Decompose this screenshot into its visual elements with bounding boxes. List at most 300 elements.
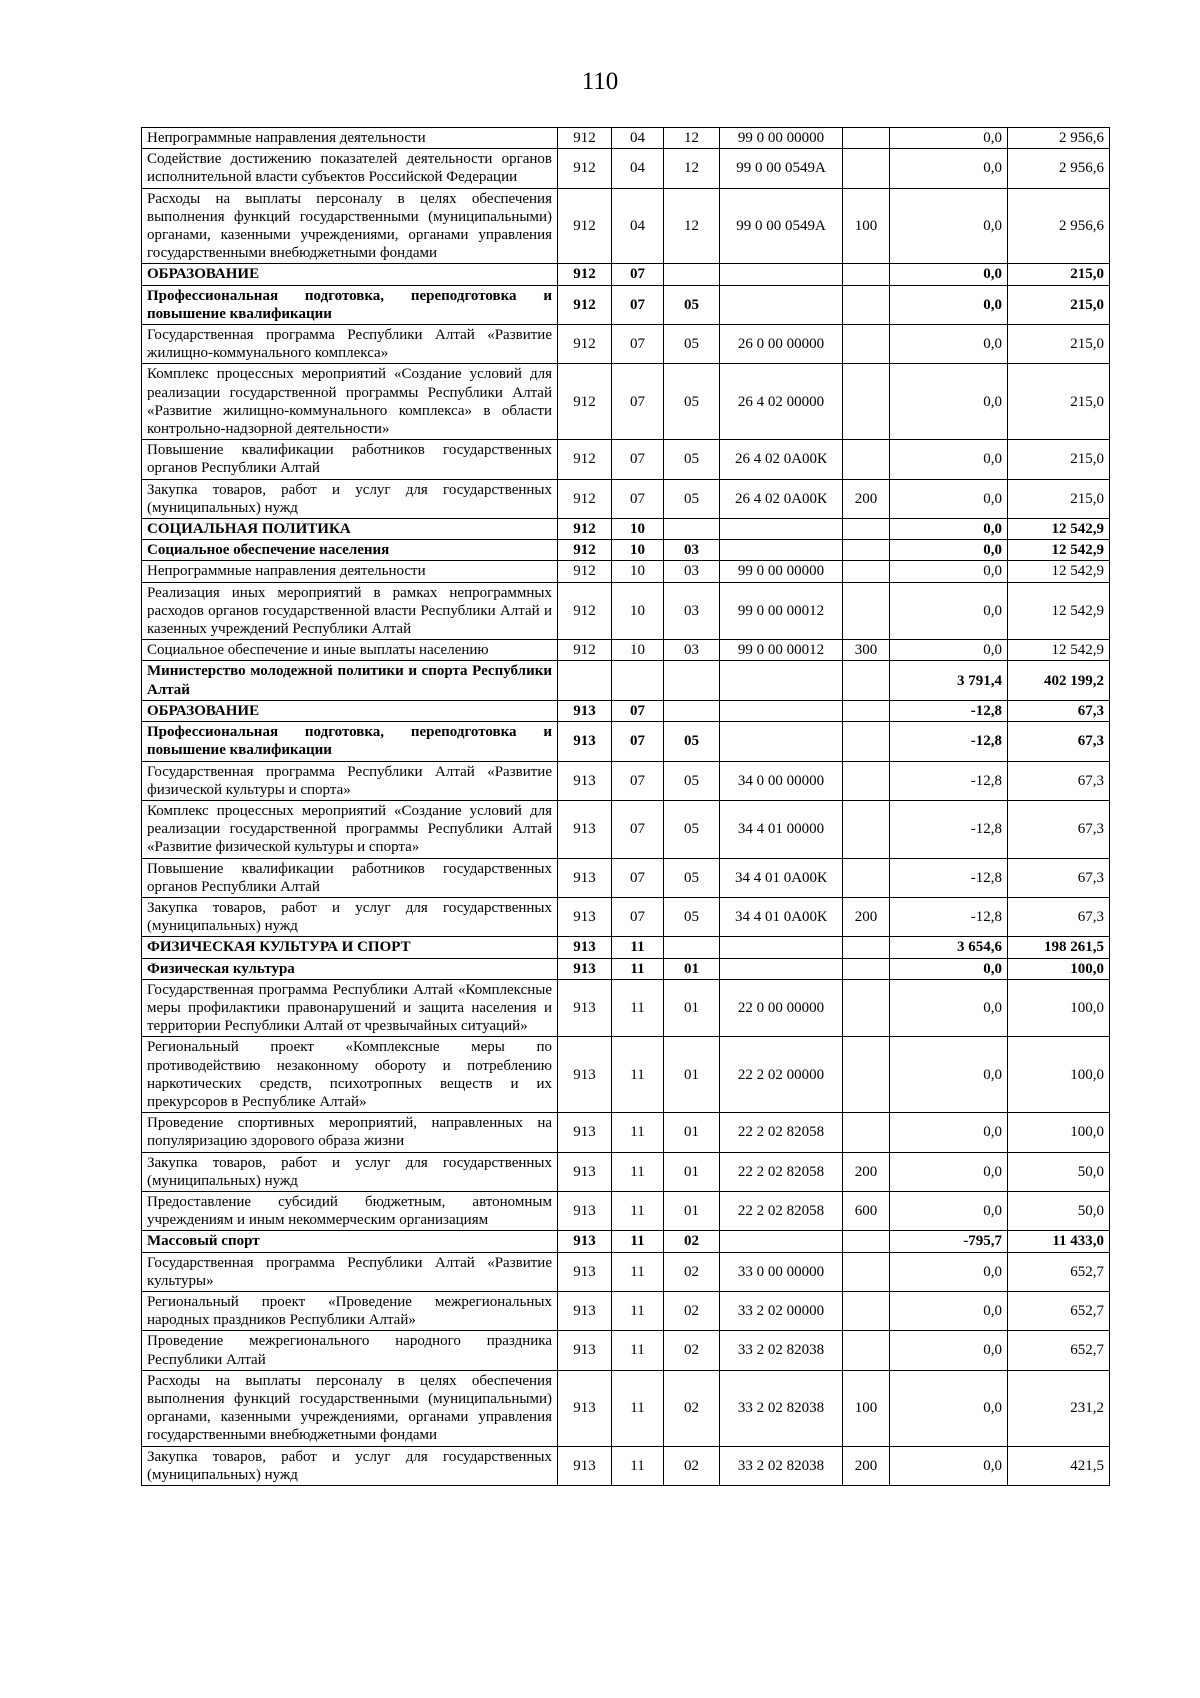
cell-rz: 07 [612, 364, 664, 440]
cell-csr: 26 4 02 0А00К [720, 440, 843, 479]
cell-rz: 07 [612, 325, 664, 364]
table-row [142, 325, 1110, 364]
cell-change: 0,0 [890, 364, 1008, 440]
cell-vr [843, 325, 890, 364]
cell-rz: 11 [612, 1113, 664, 1152]
table-row [142, 519, 1110, 540]
cell-csr: 34 0 00 00000 [720, 761, 843, 800]
cell-csr: 22 2 02 82058 [720, 1113, 843, 1152]
cell-change: -12,8 [890, 800, 1008, 858]
cell-total: 421,5 [1008, 1446, 1110, 1485]
cell-name: СОЦИАЛЬНАЯ ПОЛИТИКА [142, 519, 558, 540]
cell-vr: 600 [843, 1191, 890, 1230]
cell-change: 0,0 [890, 188, 1008, 264]
cell-rz: 11 [612, 979, 664, 1037]
cell-rz: 07 [612, 858, 664, 897]
cell-vr [843, 958, 890, 979]
cell-change: 0,0 [890, 1152, 1008, 1191]
table-body [142, 128, 1110, 1486]
cell-change: 0,0 [890, 1191, 1008, 1230]
cell-change: 0,0 [890, 582, 1008, 640]
table-row [142, 1191, 1110, 1230]
cell-change: 0,0 [890, 1113, 1008, 1152]
table-row [142, 1252, 1110, 1291]
cell-gr: 912 [558, 540, 612, 561]
cell-total: 50,0 [1008, 1191, 1110, 1230]
cell-gr: 912 [558, 640, 612, 661]
cell-gr: 912 [558, 479, 612, 518]
cell-total: 652,7 [1008, 1291, 1110, 1330]
table-row [142, 800, 1110, 858]
cell-name: Государственная программа Республики Алтай «Развитие физической культуры и спорта» [142, 761, 558, 800]
cell-total: 67,3 [1008, 761, 1110, 800]
cell-vr [843, 582, 890, 640]
cell-rz: 07 [612, 761, 664, 800]
cell-total: 100,0 [1008, 958, 1110, 979]
table-row [142, 1152, 1110, 1191]
cell-name: Закупка товаров, работ и услуг для государственных (муниципальных) нужд [142, 479, 558, 518]
cell-total: 100,0 [1008, 1037, 1110, 1113]
cell-total: 11 433,0 [1008, 1231, 1110, 1252]
cell-gr: 913 [558, 958, 612, 979]
cell-csr: 22 2 02 82058 [720, 1152, 843, 1191]
cell-pr [664, 661, 720, 700]
cell-vr [843, 979, 890, 1037]
cell-pr: 02 [664, 1291, 720, 1330]
cell-csr [720, 661, 843, 700]
cell-rz: 11 [612, 1191, 664, 1230]
cell-rz: 10 [612, 640, 664, 661]
cell-total: 12 542,9 [1008, 640, 1110, 661]
cell-rz: 10 [612, 519, 664, 540]
cell-total: 100,0 [1008, 979, 1110, 1037]
cell-rz: 07 [612, 479, 664, 518]
cell-pr: 05 [664, 364, 720, 440]
cell-gr: 913 [558, 1291, 612, 1330]
cell-pr: 05 [664, 897, 720, 936]
cell-gr: 912 [558, 149, 612, 188]
cell-name: Комплекс процессных мероприятий «Создание условий для реализации государственной программы Республики Алтай «Развитие жилищно-коммунального комплекса» в области контрольно-надзорной деятельности» [142, 364, 558, 440]
cell-pr: 03 [664, 640, 720, 661]
cell-name: Реализация иных мероприятий в рамках непрограммных расходов органов государственной власти Республики Алтай и казенных учреждений Республики Алтай [142, 582, 558, 640]
cell-vr [843, 1331, 890, 1370]
cell-change: 0,0 [890, 149, 1008, 188]
page-number: 110 [581, 68, 619, 95]
cell-csr [720, 700, 843, 721]
cell-total: 215,0 [1008, 479, 1110, 518]
table-row [142, 1291, 1110, 1330]
cell-total: 652,7 [1008, 1252, 1110, 1291]
cell-vr: 200 [843, 897, 890, 936]
cell-total: 215,0 [1008, 285, 1110, 324]
cell-csr [720, 722, 843, 761]
table-row [142, 1446, 1110, 1485]
cell-pr: 05 [664, 479, 720, 518]
cell-rz: 04 [612, 128, 664, 149]
table-row [142, 761, 1110, 800]
table-row [142, 1113, 1110, 1152]
cell-gr: 913 [558, 858, 612, 897]
cell-rz: 11 [612, 1370, 664, 1446]
cell-name: Расходы на выплаты персоналу в целях обеспечения выполнения функций государственными (муниципальными) органами, казенными учреждениями, органами управления государственными внебюджетными фондами [142, 1370, 558, 1446]
cell-change: 0,0 [890, 128, 1008, 149]
cell-change: 0,0 [890, 519, 1008, 540]
table-row [142, 979, 1110, 1037]
cell-total: 12 542,9 [1008, 540, 1110, 561]
cell-name: Социальное обеспечение и иные выплаты населению [142, 640, 558, 661]
cell-name: Региональный проект «Комплексные меры по противодействию незаконному обороту и потреблению наркотических средств, психотропных веществ и их прекурсоров в Республике Алтай» [142, 1037, 558, 1113]
cell-pr: 05 [664, 285, 720, 324]
cell-rz: 11 [612, 1037, 664, 1113]
cell-rz: 10 [612, 561, 664, 582]
table-row [142, 285, 1110, 324]
cell-name: Непрограммные направления деятельности [142, 128, 558, 149]
cell-csr: 22 0 00 00000 [720, 979, 843, 1037]
cell-total: 67,3 [1008, 897, 1110, 936]
cell-rz: 04 [612, 188, 664, 264]
cell-pr: 02 [664, 1252, 720, 1291]
cell-vr [843, 561, 890, 582]
cell-csr: 33 2 02 00000 [720, 1291, 843, 1330]
cell-csr: 99 0 00 0549А [720, 188, 843, 264]
cell-name: Государственная программа Республики Алтай «Развитие культуры» [142, 1252, 558, 1291]
cell-gr: 913 [558, 897, 612, 936]
cell-gr: 913 [558, 1191, 612, 1230]
cell-pr: 02 [664, 1231, 720, 1252]
cell-vr [843, 700, 890, 721]
cell-change: -795,7 [890, 1231, 1008, 1252]
cell-vr [843, 1291, 890, 1330]
cell-vr [843, 540, 890, 561]
cell-pr: 01 [664, 1113, 720, 1152]
cell-change: -12,8 [890, 761, 1008, 800]
cell-csr: 33 0 00 00000 [720, 1252, 843, 1291]
cell-csr: 99 0 00 00012 [720, 640, 843, 661]
cell-csr [720, 937, 843, 958]
cell-vr [843, 858, 890, 897]
cell-change: 0,0 [890, 1252, 1008, 1291]
table-row [142, 858, 1110, 897]
cell-name: Предоставление субсидий бюджетным, автономным учреждениям и иным некоммерческим организациям [142, 1191, 558, 1230]
cell-name: Государственная программа Республики Алтай «Развитие жилищно-коммунального комплекса» [142, 325, 558, 364]
table-row [142, 1037, 1110, 1113]
cell-pr: 01 [664, 1152, 720, 1191]
cell-vr [843, 937, 890, 958]
cell-rz: 07 [612, 285, 664, 324]
cell-change: 3 654,6 [890, 937, 1008, 958]
cell-pr: 05 [664, 858, 720, 897]
table-row [142, 149, 1110, 188]
table-row [142, 700, 1110, 721]
cell-csr: 26 0 00 00000 [720, 325, 843, 364]
cell-change: 0,0 [890, 285, 1008, 324]
table-row [142, 364, 1110, 440]
cell-vr [843, 1113, 890, 1152]
table-row [142, 1331, 1110, 1370]
cell-csr [720, 519, 843, 540]
cell-rz: 11 [612, 1446, 664, 1485]
cell-rz: 10 [612, 582, 664, 640]
table-row [142, 661, 1110, 700]
cell-change: -12,8 [890, 897, 1008, 936]
cell-csr: 99 0 00 0549А [720, 149, 843, 188]
cell-change: 0,0 [890, 440, 1008, 479]
cell-pr: 05 [664, 325, 720, 364]
cell-pr: 12 [664, 128, 720, 149]
cell-pr: 01 [664, 958, 720, 979]
cell-vr [843, 364, 890, 440]
cell-vr [843, 149, 890, 188]
cell-rz: 04 [612, 149, 664, 188]
cell-change: 0,0 [890, 264, 1008, 285]
cell-vr [843, 1231, 890, 1252]
cell-csr: 99 0 00 00000 [720, 561, 843, 582]
cell-pr [664, 700, 720, 721]
cell-csr: 34 4 01 00000 [720, 800, 843, 858]
cell-gr: 912 [558, 264, 612, 285]
cell-vr: 200 [843, 1446, 890, 1485]
cell-gr: 913 [558, 937, 612, 958]
cell-total: 198 261,5 [1008, 937, 1110, 958]
cell-name: Физическая культура [142, 958, 558, 979]
cell-total: 12 542,9 [1008, 561, 1110, 582]
cell-change: 0,0 [890, 979, 1008, 1037]
cell-change: 0,0 [890, 561, 1008, 582]
cell-csr: 34 4 01 0А00К [720, 897, 843, 936]
cell-gr: 913 [558, 1152, 612, 1191]
cell-pr: 12 [664, 149, 720, 188]
cell-csr: 33 2 02 82038 [720, 1446, 843, 1485]
cell-pr: 12 [664, 188, 720, 264]
cell-change: 3 791,4 [890, 661, 1008, 700]
cell-pr: 05 [664, 722, 720, 761]
cell-gr: 912 [558, 325, 612, 364]
cell-gr: 912 [558, 440, 612, 479]
cell-rz: 07 [612, 700, 664, 721]
cell-name: Закупка товаров, работ и услуг для государственных (муниципальных) нужд [142, 897, 558, 936]
cell-gr: 913 [558, 761, 612, 800]
cell-name: Министерство молодежной политики и спорта Республики Алтай [142, 661, 558, 700]
cell-total: 100,0 [1008, 1113, 1110, 1152]
cell-vr: 200 [843, 1152, 890, 1191]
cell-name: Закупка товаров, работ и услуг для государственных (муниципальных) нужд [142, 1446, 558, 1485]
cell-gr: 913 [558, 979, 612, 1037]
cell-gr: 912 [558, 285, 612, 324]
cell-total: 2 956,6 [1008, 128, 1110, 149]
cell-vr [843, 264, 890, 285]
cell-total: 231,2 [1008, 1370, 1110, 1446]
cell-csr [720, 264, 843, 285]
cell-name: Закупка товаров, работ и услуг для государственных (муниципальных) нужд [142, 1152, 558, 1191]
cell-total: 215,0 [1008, 440, 1110, 479]
cell-gr: 913 [558, 1037, 612, 1113]
cell-pr [664, 264, 720, 285]
cell-pr: 02 [664, 1331, 720, 1370]
cell-name: Содействие достижению показателей деятельности органов исполнительной власти субъектов Российской Федерации [142, 149, 558, 188]
cell-change: 0,0 [890, 1446, 1008, 1485]
cell-rz: 07 [612, 800, 664, 858]
cell-vr [843, 661, 890, 700]
cell-name: ФИЗИЧЕСКАЯ КУЛЬТУРА И СПОРТ [142, 937, 558, 958]
table-row [142, 264, 1110, 285]
cell-total: 67,3 [1008, 858, 1110, 897]
cell-change: 0,0 [890, 1291, 1008, 1330]
cell-gr: 913 [558, 1252, 612, 1291]
cell-name: Региональный проект «Проведение межрегиональных народных праздников Республики Алтай» [142, 1291, 558, 1330]
cell-csr: 26 4 02 0А00К [720, 479, 843, 518]
cell-name: Социальное обеспечение населения [142, 540, 558, 561]
cell-total: 12 542,9 [1008, 519, 1110, 540]
cell-gr: 913 [558, 722, 612, 761]
cell-gr: 913 [558, 700, 612, 721]
cell-rz: 11 [612, 1331, 664, 1370]
cell-name: ОБРАЗОВАНИЕ [142, 700, 558, 721]
cell-gr: 912 [558, 188, 612, 264]
cell-vr: 200 [843, 479, 890, 518]
cell-vr [843, 722, 890, 761]
cell-name: Комплекс процессных мероприятий «Создание условий для реализации государственной программы Республики Алтай «Развитие физической культуры и спорта» [142, 800, 558, 858]
cell-pr: 01 [664, 979, 720, 1037]
cell-vr: 100 [843, 1370, 890, 1446]
table-row [142, 561, 1110, 582]
table-row [142, 188, 1110, 264]
cell-total: 2 956,6 [1008, 149, 1110, 188]
cell-vr [843, 128, 890, 149]
cell-name: Проведение межрегионального народного праздника Республики Алтай [142, 1331, 558, 1370]
table-row [142, 1370, 1110, 1446]
table-row [142, 1231, 1110, 1252]
cell-change: -12,8 [890, 722, 1008, 761]
table-row [142, 722, 1110, 761]
table-row [142, 128, 1110, 149]
cell-rz: 11 [612, 1152, 664, 1191]
table-row [142, 958, 1110, 979]
cell-rz: 07 [612, 440, 664, 479]
cell-csr: 99 0 00 00000 [720, 128, 843, 149]
cell-csr: 33 2 02 82038 [720, 1331, 843, 1370]
cell-csr: 34 4 01 0А00К [720, 858, 843, 897]
cell-change: 0,0 [890, 640, 1008, 661]
cell-csr: 22 2 02 00000 [720, 1037, 843, 1113]
cell-total: 67,3 [1008, 700, 1110, 721]
cell-name: Непрограммные направления деятельности [142, 561, 558, 582]
cell-pr: 02 [664, 1446, 720, 1485]
cell-rz: 07 [612, 722, 664, 761]
table-row [142, 937, 1110, 958]
cell-csr [720, 1231, 843, 1252]
cell-name: Расходы на выплаты персоналу в целях обеспечения выполнения функций государственными (муниципальными) органами, казенными учреждениями, органами управления государственными внебюджетными фондами [142, 188, 558, 264]
cell-change: 0,0 [890, 1331, 1008, 1370]
cell-gr: 913 [558, 1331, 612, 1370]
cell-gr: 912 [558, 561, 612, 582]
cell-vr [843, 440, 890, 479]
cell-total: 652,7 [1008, 1331, 1110, 1370]
cell-rz: 11 [612, 937, 664, 958]
cell-rz: 11 [612, 1291, 664, 1330]
cell-vr [843, 285, 890, 324]
cell-vr: 300 [843, 640, 890, 661]
cell-gr: 913 [558, 1446, 612, 1485]
cell-csr [720, 958, 843, 979]
cell-gr: 912 [558, 364, 612, 440]
cell-pr: 03 [664, 540, 720, 561]
table-row [142, 540, 1110, 561]
cell-change: 0,0 [890, 1037, 1008, 1113]
cell-gr: 912 [558, 519, 612, 540]
cell-vr [843, 1037, 890, 1113]
cell-change: 0,0 [890, 1370, 1008, 1446]
cell-name: ОБРАЗОВАНИЕ [142, 264, 558, 285]
cell-csr: 26 4 02 00000 [720, 364, 843, 440]
cell-name: Профессиональная подготовка, переподготовка и повышение квалификации [142, 285, 558, 324]
table-row [142, 897, 1110, 936]
budget-table [141, 127, 1110, 1486]
cell-gr: 913 [558, 1370, 612, 1446]
cell-change: 0,0 [890, 958, 1008, 979]
cell-total: 215,0 [1008, 325, 1110, 364]
cell-csr [720, 540, 843, 561]
cell-rz: 11 [612, 1252, 664, 1291]
cell-gr [558, 661, 612, 700]
cell-gr: 912 [558, 582, 612, 640]
cell-pr: 01 [664, 1191, 720, 1230]
cell-rz: 11 [612, 1231, 664, 1252]
cell-vr [843, 519, 890, 540]
cell-change: 0,0 [890, 325, 1008, 364]
cell-vr: 100 [843, 188, 890, 264]
cell-rz: 11 [612, 958, 664, 979]
cell-name: Массовый спорт [142, 1231, 558, 1252]
cell-total: 12 542,9 [1008, 582, 1110, 640]
cell-pr: 03 [664, 561, 720, 582]
table-row [142, 640, 1110, 661]
cell-change: -12,8 [890, 858, 1008, 897]
cell-vr [843, 800, 890, 858]
cell-csr: 33 2 02 82038 [720, 1370, 843, 1446]
cell-name: Повышение квалификации работников государственных органов Республики Алтай [142, 440, 558, 479]
cell-rz: 07 [612, 897, 664, 936]
cell-pr: 03 [664, 582, 720, 640]
cell-csr: 99 0 00 00012 [720, 582, 843, 640]
cell-csr: 22 2 02 82058 [720, 1191, 843, 1230]
cell-rz: 07 [612, 264, 664, 285]
cell-change: 0,0 [890, 479, 1008, 518]
cell-total: 215,0 [1008, 264, 1110, 285]
cell-pr: 01 [664, 1037, 720, 1113]
cell-total: 215,0 [1008, 364, 1110, 440]
cell-name: Проведение спортивных мероприятий, направленных на популяризацию здорового образа жизни [142, 1113, 558, 1152]
cell-vr [843, 761, 890, 800]
cell-rz [612, 661, 664, 700]
cell-pr [664, 519, 720, 540]
cell-csr [720, 285, 843, 324]
cell-total: 402 199,2 [1008, 661, 1110, 700]
cell-pr: 05 [664, 800, 720, 858]
cell-total: 50,0 [1008, 1152, 1110, 1191]
cell-change: -12,8 [890, 700, 1008, 721]
cell-vr [843, 1252, 890, 1291]
cell-rz: 10 [612, 540, 664, 561]
table-row [142, 479, 1110, 518]
cell-gr: 913 [558, 1113, 612, 1152]
cell-name: Повышение квалификации работников государственных органов Республики Алтай [142, 858, 558, 897]
cell-total: 67,3 [1008, 722, 1110, 761]
cell-pr [664, 937, 720, 958]
cell-gr: 912 [558, 128, 612, 149]
cell-name: Профессиональная подготовка, переподготовка и повышение квалификации [142, 722, 558, 761]
cell-total: 2 956,6 [1008, 188, 1110, 264]
cell-pr: 05 [664, 440, 720, 479]
